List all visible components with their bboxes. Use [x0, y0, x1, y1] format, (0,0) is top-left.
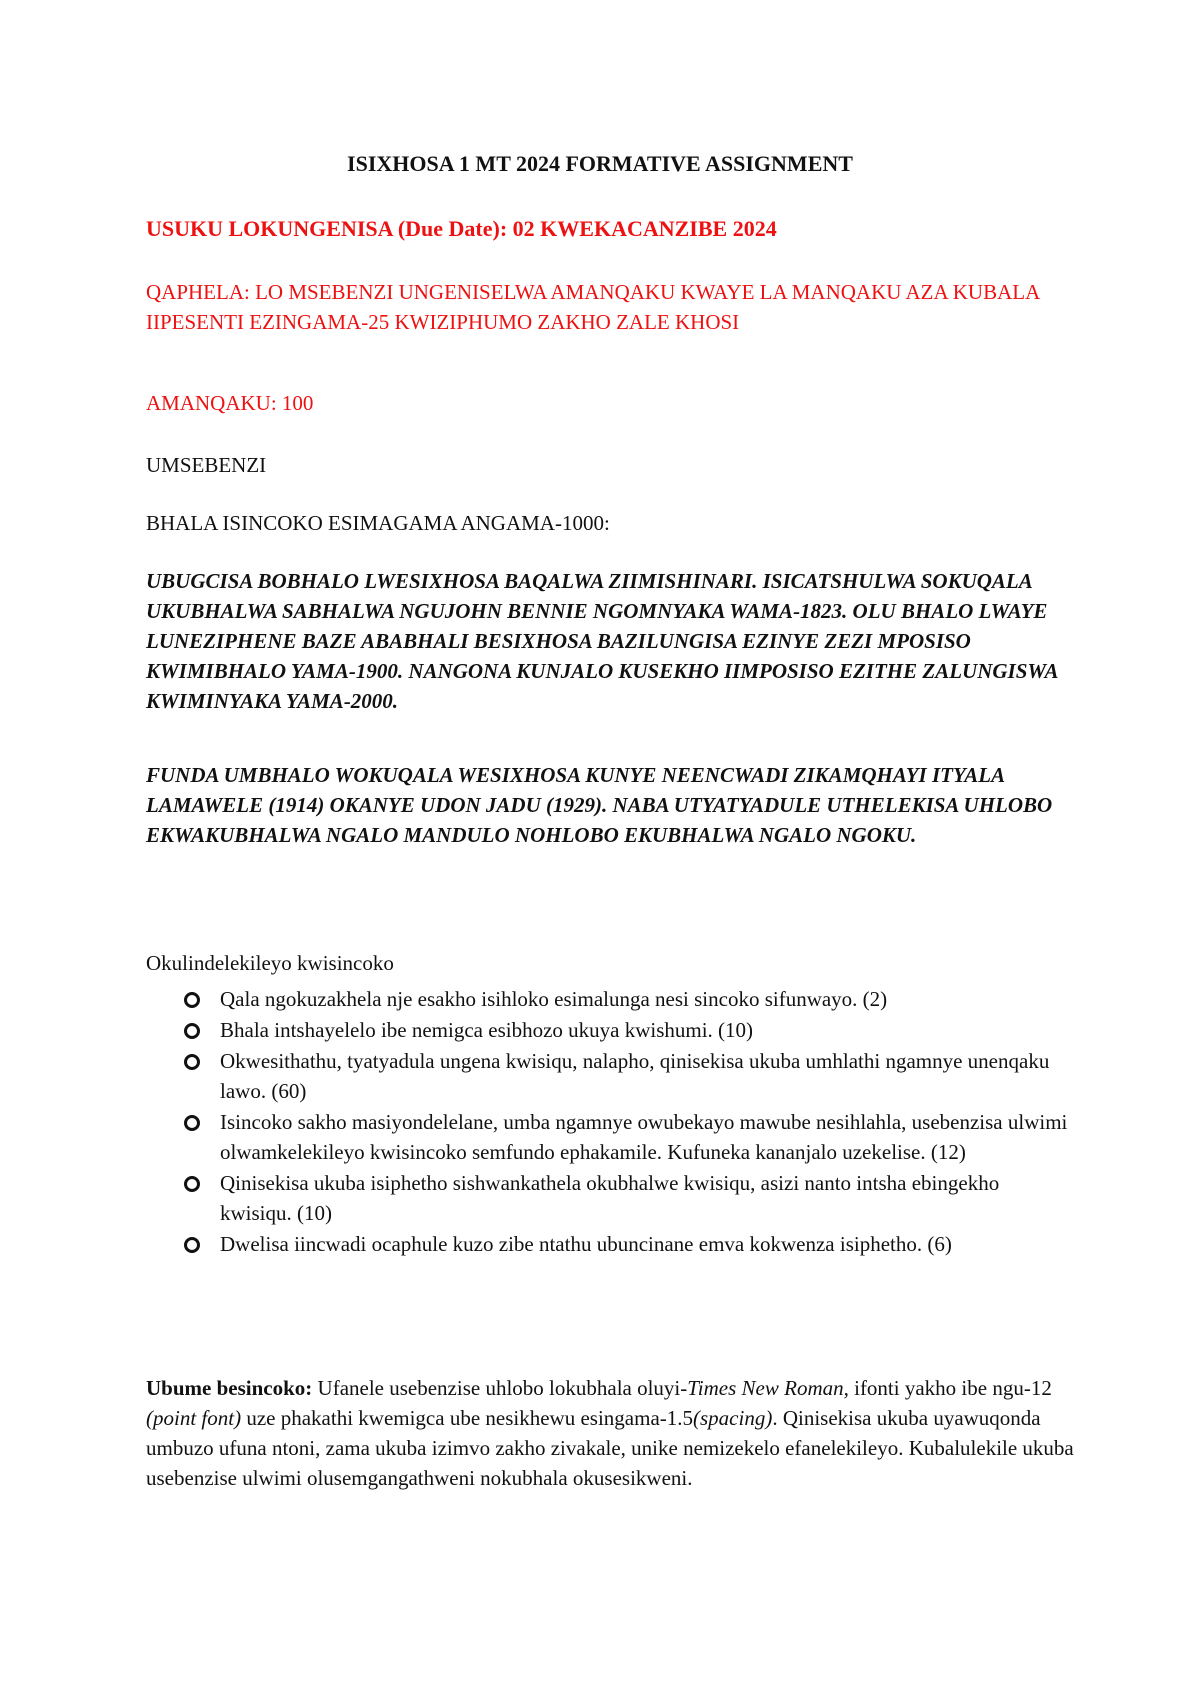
requirements-list [146, 984, 1076, 1260]
circle-bullet-icon [184, 1115, 200, 1131]
font-name: Times New Roman, [687, 1376, 849, 1400]
requirements-heading: Okulindelekileyo kwisincoko [146, 951, 394, 975]
reading-paragraph: FUNDA UMBHALO WOKUQALA WESIXHOSA KUNYE NEENCWADI ZIKAMQHAYI ITYALA LAMAWELE (1914) OKANYE UDON JADU (1929). NABA UTYATYADULE UTHELEKISA UHLOBO EKWAKUBHALWA NGALO MANDULO NOHLOBO EKUBHALWA NGALO NGOKU. [146, 763, 1053, 847]
circle-bullet-icon [184, 1023, 200, 1039]
circle-bullet-icon [184, 1054, 200, 1070]
format-label: Ubume besincoko: [146, 1376, 313, 1400]
total-marks: AMANQAKU: 100 [146, 391, 314, 415]
format-text-1: Ufanele usebenzise uhlobo lokubhala oluyi- [312, 1376, 688, 1400]
list-item-text: Dwelisa iincwadi ocaphule kuzo zibe ntathu ubuncinane emva kokwenza isiphetho. (6) [220, 1232, 952, 1256]
task-heading: UMSEBENZI [146, 453, 267, 477]
format-text-3: uze phakathi kwemigca ube nesikhewu esingama-1.5 [241, 1406, 694, 1430]
page-title: ISIXHOSA 1 MT 2024 FORMATIVE ASSIGNMENT [347, 151, 853, 176]
list-item [146, 1046, 1076, 1106]
format-paragraph [146, 1373, 1076, 1493]
list-item [146, 1229, 1076, 1259]
circle-bullet-icon [184, 1237, 200, 1253]
list-item [146, 1015, 1076, 1045]
list-item [146, 1168, 1076, 1228]
circle-bullet-icon [184, 992, 200, 1008]
format-text-2: ifonti yakho ibe ngu-12 [848, 1376, 1052, 1400]
list-item-text: Bhala intshayelelo ibe nemigca esibhozo ukuya kwishumi. (10) [220, 1018, 754, 1042]
list-item [146, 1107, 1076, 1167]
list-item-text: Isincoko sakho masiyondelelane, umba ngamnye owubekayo mawube nesihlahla, usebenzisa ulwimi olwamkelekileyo kwisincoko semfundo ephakamile. Kufuneka kananjalo uzekelise. (12) [220, 1110, 1068, 1164]
topic-paragraph: UBUGCISA BOBHALO LWESIXHOSA BAQALWA ZIIMISHINARI. ISICATSHULWA SOKUQALA UKUBHALWA SABHALWA NGUJOHN BENNIE NGOMNYAKA WAMA-1823. OLU BHALO LWAYE LUNEZIPHENE BAZE ABABHALI BESIXHOSA BAZILUNGISA EZINYE ZEZI MPOSISO KWIMIBHALO YAMA-1900. NANGONA KUNJALO KUSEKHO IIMPOSISO EZITHE ZALUNGISWA KWIMINYAKA YAMA-2000. [146, 569, 1058, 713]
point-font-note: (point font) [146, 1406, 242, 1430]
list-item-text: Qala ngokuzakhela nje esakho isihloko esimalunga nesi sincoko sifunwayo. (2) [220, 987, 888, 1011]
essay-instruction: BHALA ISINCOKO ESIMAGAMA ANGAMA-1000: [146, 511, 610, 535]
list-item-text: Qinisekisa ukuba isiphetho sishwankathela okubhalwe kwisiqu, asizi nanto intsha ebingekho kwisiqu. (10) [220, 1171, 1000, 1225]
format-text-4: . Qinisekisa ukuba uyawuqonda umbuzo ufuna ntoni, zama ukuba izimvo zakho zivakale, unike nemizekelo efanelekileyo. Kubalulekile ukuba usebenzise ulwimi olusemgangathweni nokubhala okusesikweni. [146, 1406, 1074, 1490]
qaphela-notice: QAPHELA: LO MSEBENZI UNGENISELWA AMANQAKU KWAYE LA MANQAKU AZA KUBALA IIPESENTI EZINGAMA-25 KWIZIPHUMO ZAKHO ZALE KHOSI [146, 280, 1040, 334]
due-date: USUKU LOKUNGENISA (Due Date): 02 KWEKACANZIBE 2024 [146, 216, 777, 241]
spacing-note: (spacing) [693, 1406, 773, 1430]
list-item-text: Okwesithathu, tyatyadula ungena kwisiqu, nalapho, qinisekisa ukuba umhlathi ngamnye unenqaku lawo. (60) [220, 1049, 1050, 1103]
list-item [146, 984, 1076, 1014]
circle-bullet-icon [184, 1176, 200, 1192]
